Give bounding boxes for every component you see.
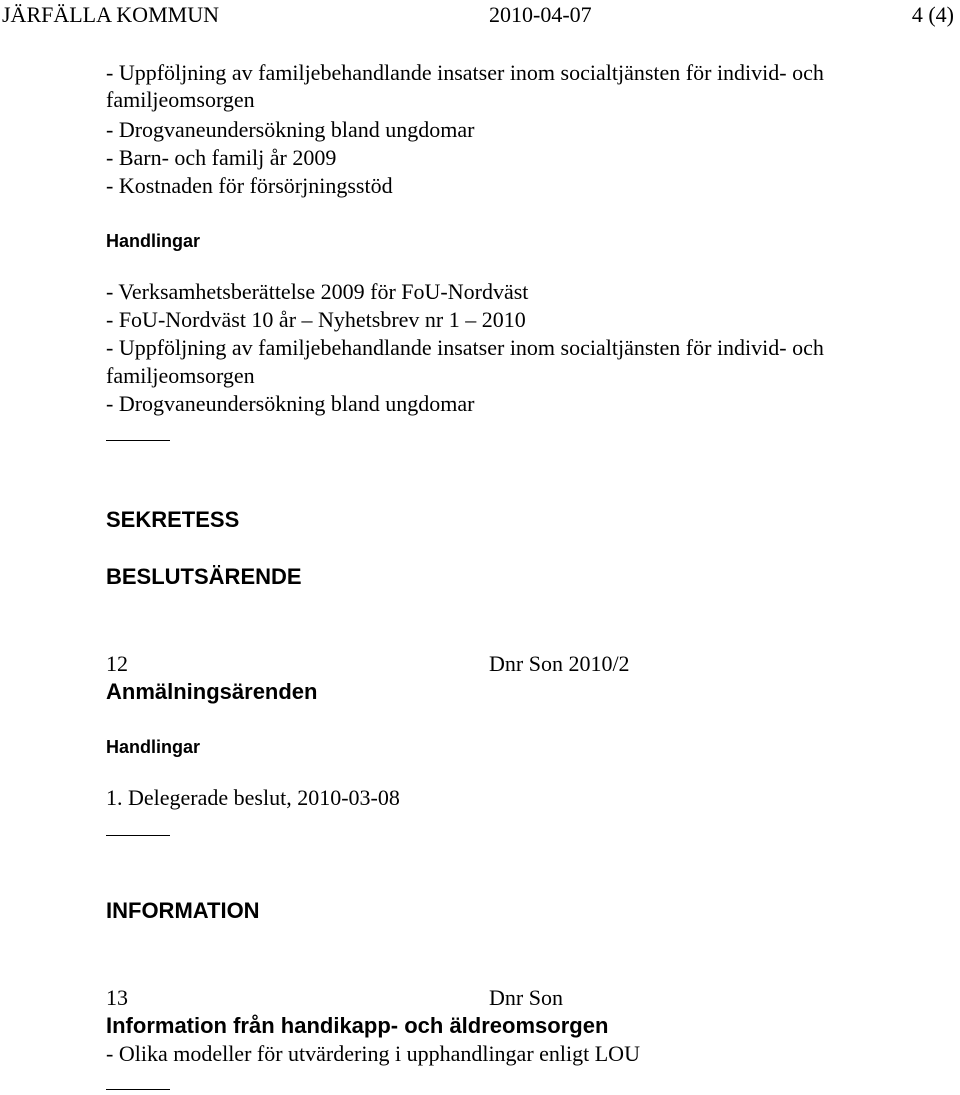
- list-item: - Uppföljning av familjebehandlande insatser inom socialtjänsten för individ- och: [106, 60, 824, 85]
- organization-name: JÄRFÄLLA KOMMUN: [2, 2, 219, 27]
- list-item: - Verksamhetsberättelse 2009 för FoU-Nordväst: [106, 279, 529, 304]
- section-divider: [106, 1089, 170, 1090]
- diary-number: Dnr Son: [489, 985, 563, 1010]
- list-item: - Uppföljning av familjebehandlande insatser inom socialtjänsten för individ- och: [106, 335, 824, 360]
- item-title: Anmälningsärenden: [106, 679, 318, 704]
- list-item: - FoU-Nordväst 10 år – Nyhetsbrev nr 1 – 2010: [106, 307, 526, 332]
- diary-number: Dnr Son 2010/2: [489, 651, 630, 676]
- list-item: familjeomsorgen: [106, 363, 255, 388]
- list-item: - Olika modeller för utvärdering i upphandlingar enligt LOU: [106, 1041, 640, 1066]
- list-item: - Kostnaden för försörjningsstöd: [106, 173, 393, 198]
- section-divider: [106, 440, 170, 441]
- item-number: 12: [106, 651, 128, 676]
- list-item: - Drogvaneundersökning bland ungdomar: [106, 391, 475, 416]
- page-number: 4 (4): [911, 2, 954, 27]
- beslutsarende-heading: BESLUTSÄRENDE: [106, 564, 302, 589]
- information-heading: INFORMATION: [106, 898, 260, 923]
- item-number: 13: [106, 985, 128, 1010]
- sekretess-heading: SEKRETESS: [106, 507, 240, 532]
- document-date: 2010-04-07: [489, 2, 592, 27]
- handlingar-heading: Handlingar: [106, 737, 201, 757]
- list-item: - Barn- och familj år 2009: [106, 145, 337, 170]
- section-divider: [106, 835, 170, 836]
- document-item: 1. Delegerade beslut, 2010-03-08: [106, 785, 400, 810]
- list-item: familjeomsorgen: [106, 87, 255, 112]
- handlingar-heading: Handlingar: [106, 231, 201, 251]
- list-item: - Drogvaneundersökning bland ungdomar: [106, 117, 475, 142]
- item-title: Information från handikapp- och äldreomsorgen: [106, 1013, 609, 1038]
